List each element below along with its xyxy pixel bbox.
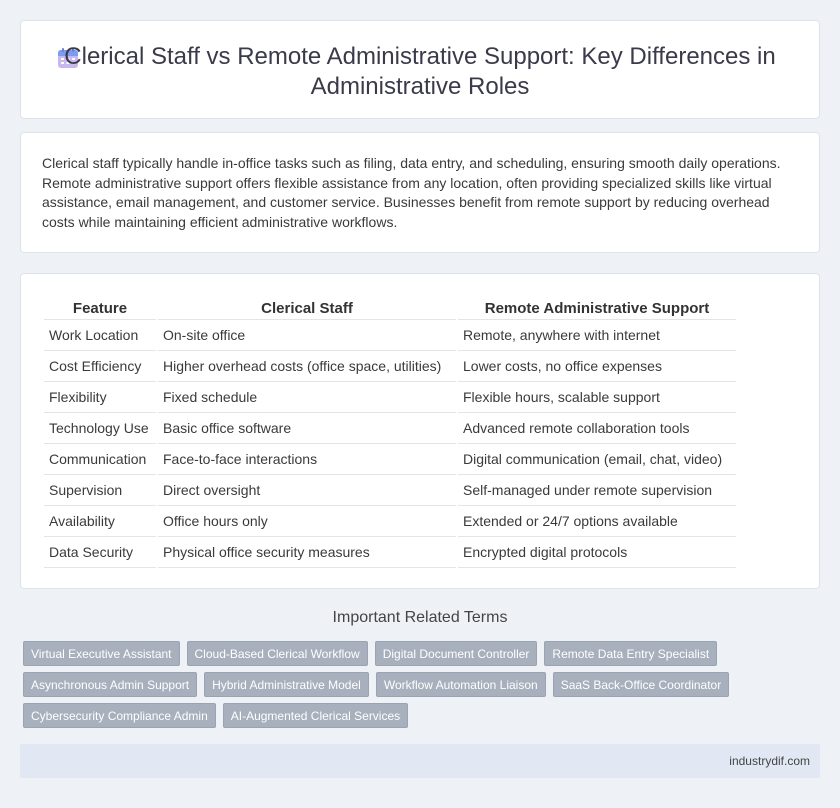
remote-cell: Advanced remote collaboration tools [458,413,736,444]
feature-cell: Cost Efficiency [44,351,156,382]
comparison-card [20,273,820,589]
table-row [44,320,736,351]
related-term-tag[interactable]: Digital Document Controller [375,641,538,666]
page-title: Clerical Staff vs Remote Administrative Support: Key Differences in Administrative Roles [64,43,776,100]
clerical-cell: Direct oversight [158,475,456,506]
title-card [20,20,820,119]
feature-cell: Supervision [44,475,156,506]
clerical-cell: Higher overhead costs (office space, utilities) [158,351,456,382]
footer [20,744,820,778]
related-term-tag[interactable]: Asynchronous Admin Support [23,672,197,697]
table-header-row [44,294,736,320]
remote-cell: Lower costs, no office expenses [458,351,736,382]
related-term-tag[interactable]: Workflow Automation Liaison [376,672,546,697]
feature-cell: Technology Use [44,413,156,444]
header-feature: Feature [44,294,156,320]
intro-paragraph: Clerical staff typically handle in-office tasks such as filing, data entry, and scheduling, ensuring smooth daily operations. Remote administrative support offers flexible assistance from any location, often providing specialized skills like virtual assistance, email management, and customer service. Businesses benefit from remote support by reducing overhead costs while maintaining efficient administrative workflows. [42,155,781,230]
remote-cell: Remote, anywhere with internet [458,320,736,351]
related-term-tag[interactable]: SaaS Back-Office Coordinator [553,672,730,697]
table-row [44,382,736,413]
remote-cell: Encrypted digital protocols [458,537,736,568]
feature-cell: Work Location [44,320,156,351]
table-row [44,506,736,537]
remote-cell: Self-managed under remote supervision [458,475,736,506]
clerical-cell: On-site office [158,320,456,351]
related-term-tag[interactable]: AI-Augmented Clerical Services [223,703,408,728]
feature-cell: Availability [44,506,156,537]
clerical-cell: Basic office software [158,413,456,444]
remote-cell: Flexible hours, scalable support [458,382,736,413]
clerical-cell: Face-to-face interactions [158,444,456,475]
footer-site-link[interactable]: industrydif.com [729,754,810,768]
related-term-tag[interactable]: Cybersecurity Compliance Admin [23,703,216,728]
related-terms-list [23,641,743,728]
remote-cell: Digital communication (email, chat, video) [458,444,736,475]
related-term-tag[interactable]: Remote Data Entry Specialist [544,641,717,666]
clerical-cell: Fixed schedule [158,382,456,413]
intro-card [20,132,820,253]
related-terms-title: Important Related Terms [332,609,508,626]
related-term-tag[interactable]: Cloud-Based Clerical Workflow [187,641,368,666]
related-term-tag[interactable]: Hybrid Administrative Model [204,672,369,697]
table-row [44,444,736,475]
remote-cell: Extended or 24/7 options available [458,506,736,537]
table-row [44,537,736,568]
table-row [44,413,736,444]
clerical-cell: Physical office security measures [158,537,456,568]
related-term-tag[interactable]: Virtual Executive Assistant [23,641,180,666]
clerical-cell: Office hours only [158,506,456,537]
header-clerical-staff: Clerical Staff [158,294,456,320]
header-remote-support: Remote Administrative Support [458,294,736,320]
feature-cell: Flexibility [44,382,156,413]
table-row [44,475,736,506]
comparison-table [42,294,738,568]
feature-cell: Data Security [44,537,156,568]
table-row [44,351,736,382]
feature-cell: Communication [44,444,156,475]
